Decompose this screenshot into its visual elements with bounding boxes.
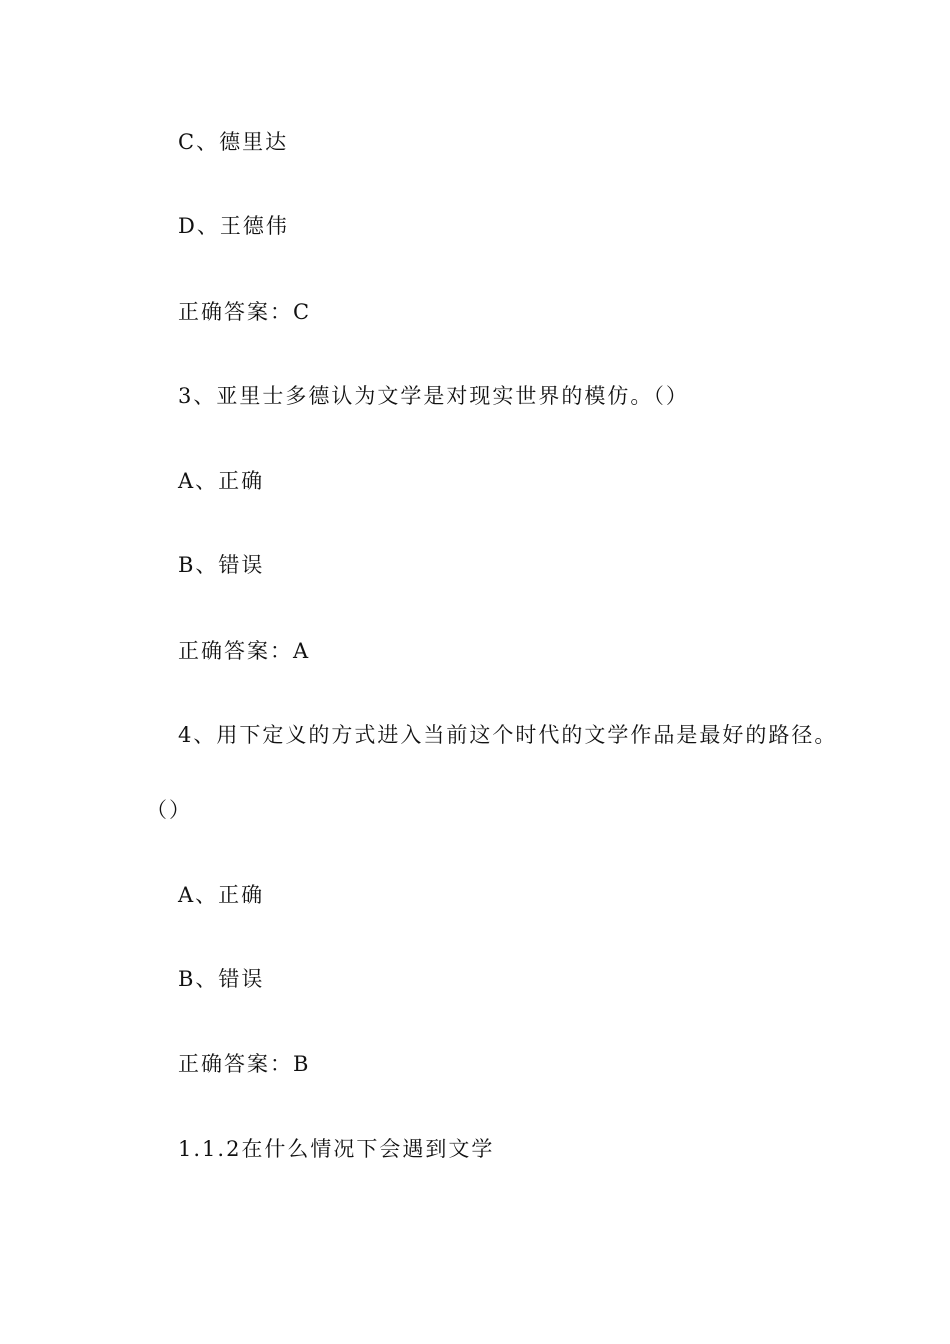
q2-option-d: D、王德伟: [178, 214, 289, 238]
q3-option-a: A、正确: [178, 469, 265, 493]
q4-question-line2: （）: [146, 798, 192, 822]
q3-option-b: B、错误: [178, 553, 265, 577]
q2-option-c: C、德里达: [178, 130, 289, 154]
q4-option-a: A、正确: [178, 883, 265, 907]
q4-question-line1: 4、用下定义的方式进入当前这个时代的文学作品是最好的路径。: [178, 723, 838, 747]
q4-correct-answer: 正确答案：B: [178, 1052, 311, 1076]
q3-correct-answer: 正确答案：A: [178, 639, 311, 663]
q4-option-b: B、错误: [178, 967, 265, 991]
section-heading: 1.1.2在什么情况下会遇到文学: [178, 1137, 495, 1161]
q3-question: 3、亚里士多德认为文学是对现实世界的模仿。（）: [178, 384, 689, 408]
q2-correct-answer: 正确答案：C: [178, 300, 312, 324]
